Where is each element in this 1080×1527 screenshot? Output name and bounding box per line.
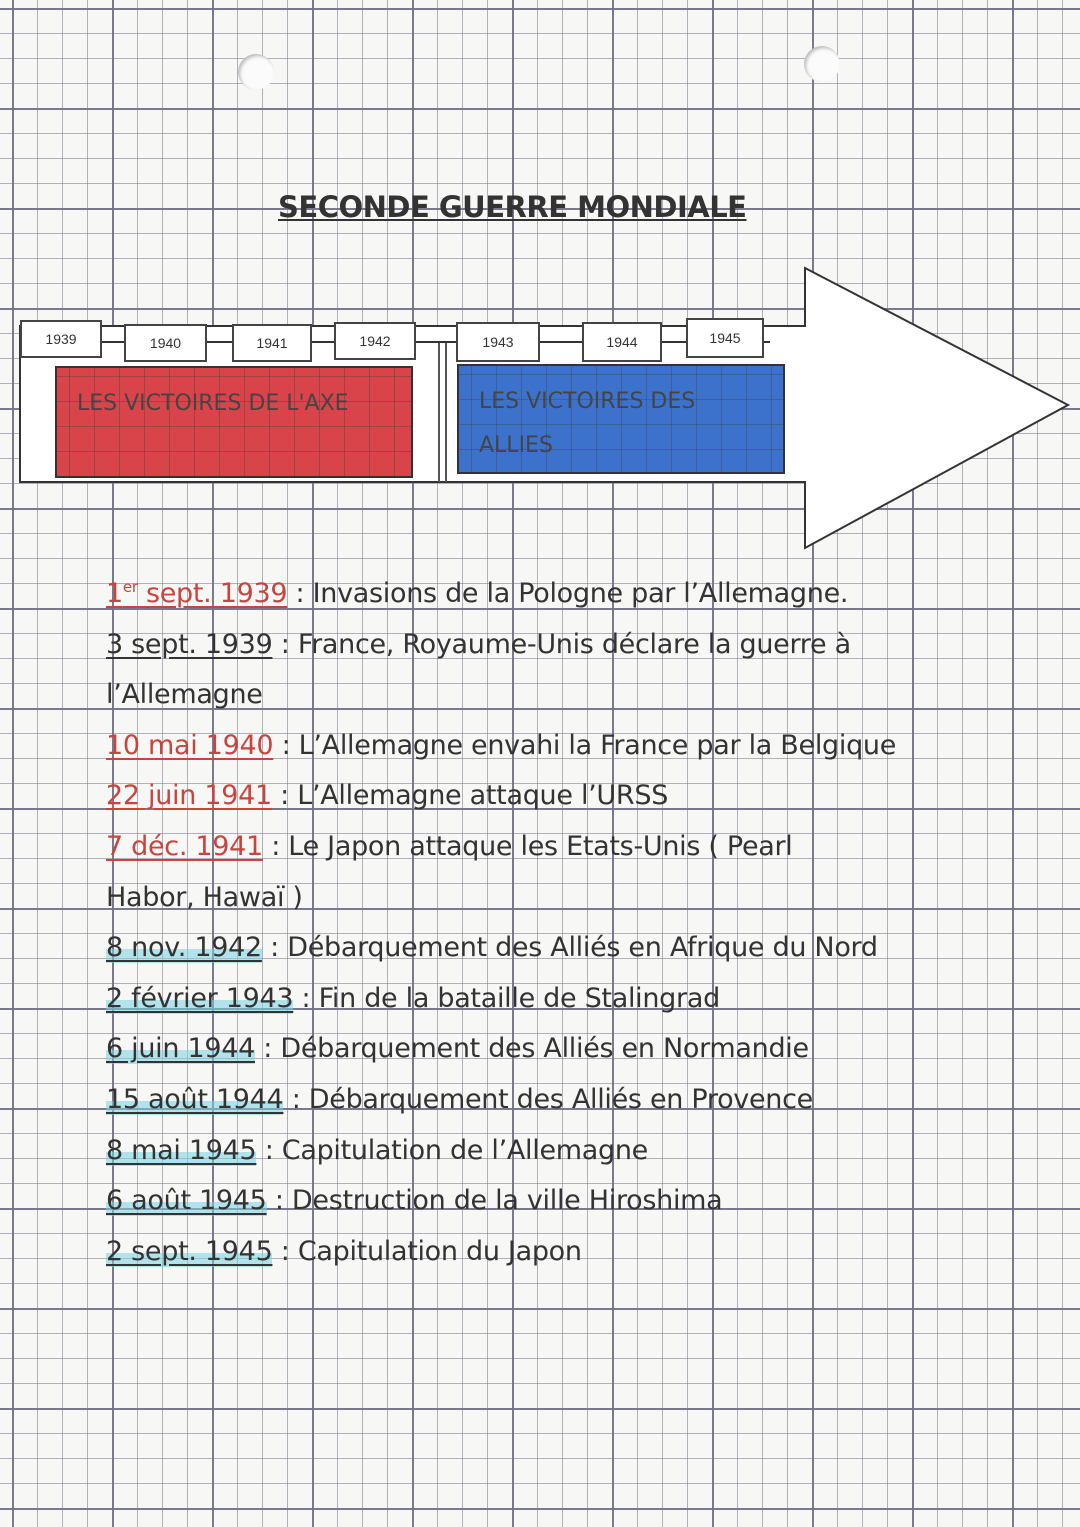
event-item: [106, 620, 1006, 671]
axis-victories-block: LES VICTOIRES DE L'AXE: [55, 366, 413, 478]
event-text: l’Allemagne: [106, 679, 263, 711]
year-box-1941: 1941: [232, 324, 312, 362]
event-text: : France, Royaume-Unis déclare la guerre à: [272, 628, 851, 660]
event-text: : Capitulation de l’Allemagne: [256, 1134, 648, 1166]
year-box-1939: 1939: [20, 320, 102, 358]
year-box-1942: 1942: [334, 322, 416, 360]
event-text: : Destruction de la ville Hiroshima: [266, 1185, 723, 1217]
event-text: : Débarquement des Alliés en Provence: [283, 1083, 813, 1115]
event-date: 1er sept. 1939: [106, 578, 288, 609]
event-date: 7 déc. 1941: [106, 830, 263, 862]
event-date: 2 sept. 1945: [106, 1235, 273, 1267]
event-text: : Invasions de la Pologne par l’Allemagne.: [287, 578, 849, 609]
allied-victories-block: LES VICTOIRES DES ALLIES: [457, 364, 785, 474]
event-item: [106, 1075, 1006, 1126]
event-item: [106, 670, 1006, 721]
event-date: 22 juin 1941: [106, 780, 272, 812]
event-item: [106, 771, 1006, 822]
event-text: : Fin de la bataille de Stalingrad: [293, 982, 720, 1014]
event-date: 8 mai 1945: [106, 1134, 257, 1166]
year-box-1945: 1945: [686, 318, 764, 358]
event-text: : Débarquement des Alliés en Afrique du Nord: [261, 932, 878, 964]
event-date: 10 mai 1940: [106, 729, 274, 761]
event-item: [106, 562, 1006, 620]
page-title: SECONDE GUERRE MONDIALE: [278, 190, 747, 224]
event-item: [106, 1126, 1006, 1177]
event-date: 6 août 1945: [106, 1185, 267, 1217]
event-item: [106, 923, 1006, 974]
event-text: : L’Allemagne attaque l’URSS: [271, 780, 669, 812]
year-box-1944: 1944: [582, 322, 662, 362]
event-item: [106, 1227, 1006, 1278]
event-date: 3 sept. 1939: [106, 628, 273, 660]
event-item: [106, 721, 1006, 772]
event-item: [106, 822, 1006, 873]
year-box-1943: 1943: [456, 322, 540, 362]
event-item: [106, 873, 1006, 924]
event-date: 2 février 1943: [106, 982, 294, 1014]
event-date: 6 juin 1944: [106, 1033, 255, 1065]
event-date: 15 août 1944: [106, 1083, 284, 1115]
event-text: : L’Allemagne envahi la France par la Belgique: [273, 729, 897, 761]
event-item: [106, 974, 1006, 1025]
event-item: [106, 1176, 1006, 1227]
year-box-1940: 1940: [124, 324, 207, 362]
event-text: : Le Japon attaque les Etats-Unis ( Pearl: [262, 830, 793, 862]
event-date: 8 nov. 1942: [106, 932, 262, 964]
event-item: [106, 1024, 1006, 1075]
events-list: [106, 562, 1006, 1277]
event-text: : Capitulation du Japon: [272, 1235, 582, 1267]
event-text: : Débarquement des Alliés en Normandie: [254, 1033, 809, 1065]
event-text: Habor, Hawaï ): [106, 881, 303, 913]
